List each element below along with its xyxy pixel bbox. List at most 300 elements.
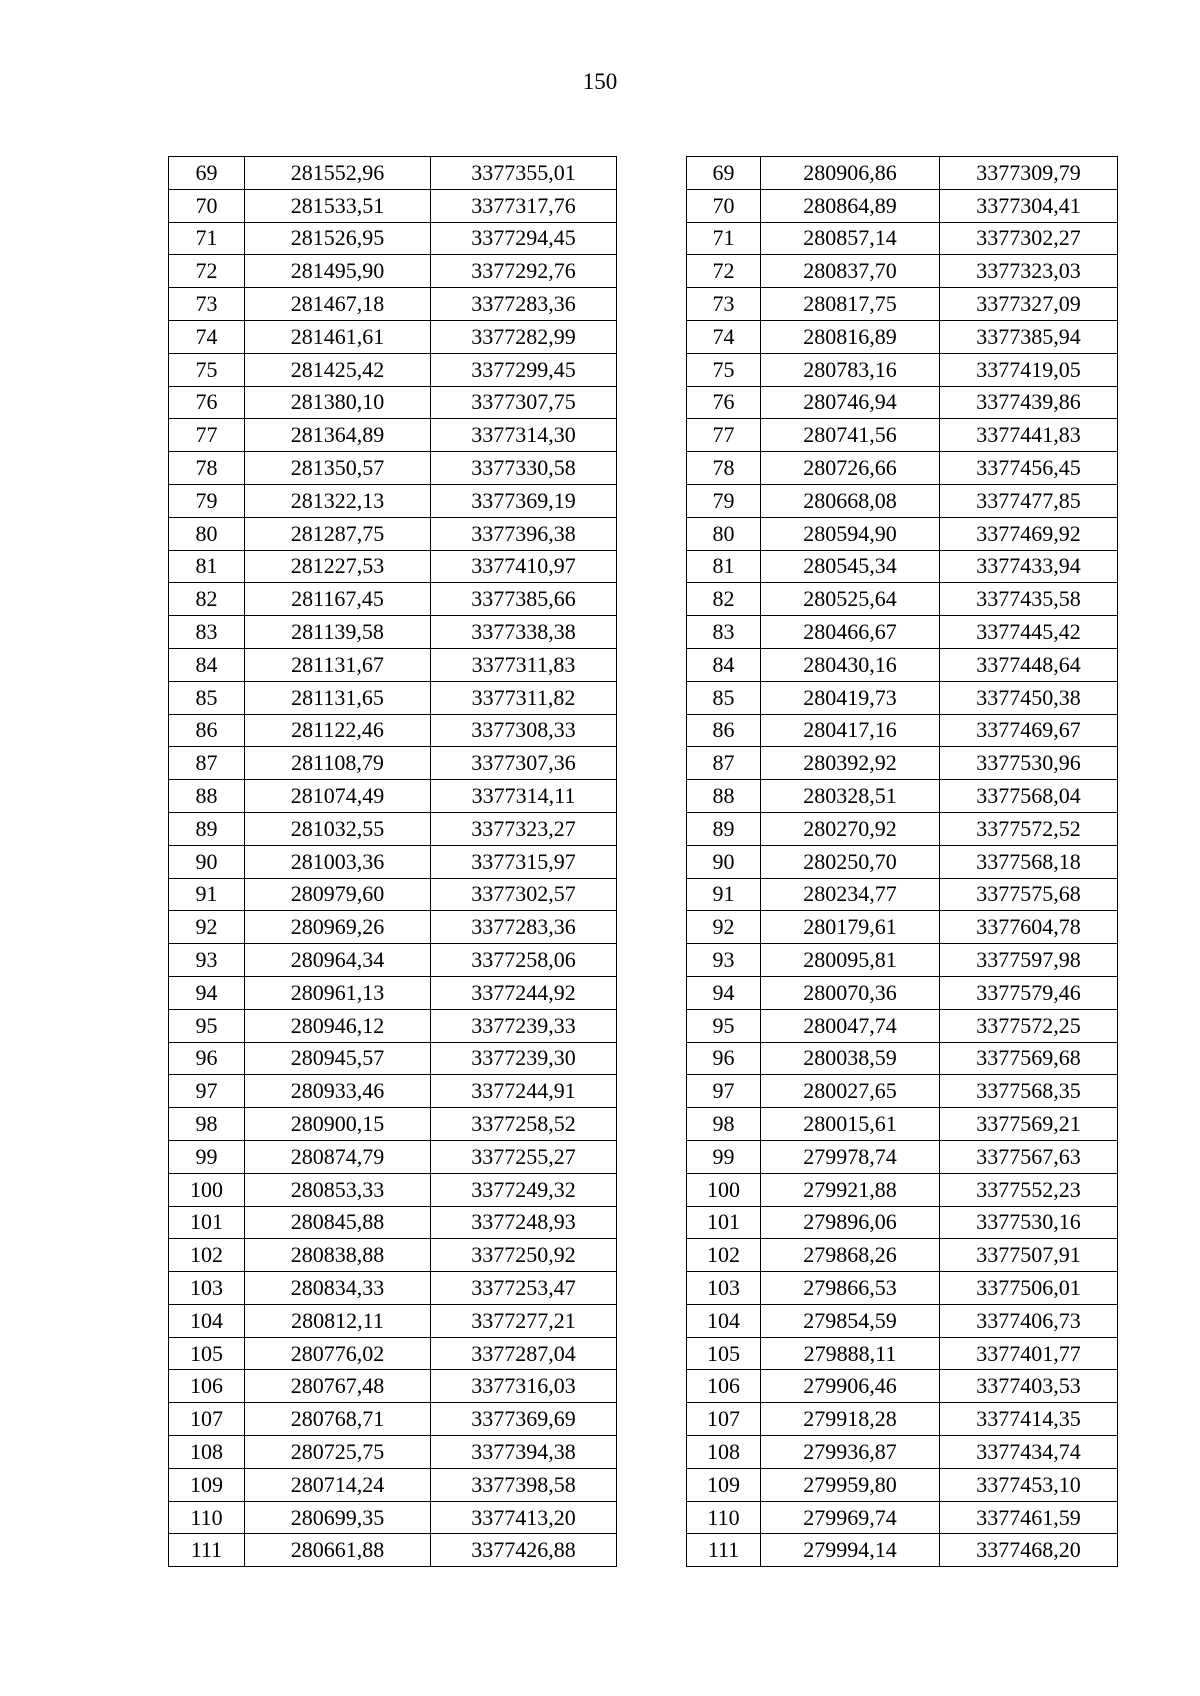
table-row <box>169 1239 617 1272</box>
y-coordinate-cell: 3377597,98 <box>940 944 1118 977</box>
x-coordinate-cell: 280661,88 <box>245 1534 431 1567</box>
table-row <box>169 812 617 845</box>
x-coordinate-cell: 279921,88 <box>761 1173 940 1206</box>
y-coordinate-cell: 3377456,45 <box>940 452 1118 485</box>
table-row <box>169 320 617 353</box>
point-number-cell: 87 <box>169 747 245 780</box>
point-number-cell: 82 <box>687 583 761 616</box>
point-number-cell: 92 <box>687 911 761 944</box>
x-coordinate-cell: 280874,79 <box>245 1140 431 1173</box>
x-coordinate-cell: 280417,16 <box>761 714 940 747</box>
x-coordinate-cell: 281322,13 <box>245 484 431 517</box>
point-number-cell: 100 <box>169 1173 245 1206</box>
x-coordinate-cell: 280419,73 <box>761 681 940 714</box>
x-coordinate-cell: 280900,15 <box>245 1108 431 1141</box>
x-coordinate-cell: 280047,74 <box>761 1009 940 1042</box>
y-coordinate-cell: 3377311,83 <box>431 648 617 681</box>
table-row <box>169 583 617 616</box>
point-number-cell: 111 <box>169 1534 245 1567</box>
table-row <box>169 1468 617 1501</box>
x-coordinate-cell: 280746,94 <box>761 386 940 419</box>
x-coordinate-cell: 280964,34 <box>245 944 431 977</box>
point-number-cell: 105 <box>169 1337 245 1370</box>
table-row <box>687 320 1118 353</box>
y-coordinate-cell: 3377445,42 <box>940 616 1118 649</box>
x-coordinate-cell: 280838,88 <box>245 1239 431 1272</box>
x-coordinate-cell: 281350,57 <box>245 452 431 485</box>
x-coordinate-cell: 280095,81 <box>761 944 940 977</box>
x-coordinate-cell: 279868,26 <box>761 1239 940 1272</box>
table-row <box>687 222 1118 255</box>
point-number-cell: 86 <box>169 714 245 747</box>
table-body <box>169 157 617 1567</box>
y-coordinate-cell: 3377469,92 <box>940 517 1118 550</box>
table-row <box>687 1337 1118 1370</box>
point-number-cell: 80 <box>687 517 761 550</box>
point-number-cell: 70 <box>169 189 245 222</box>
y-coordinate-cell: 3377308,33 <box>431 714 617 747</box>
y-coordinate-cell: 3377569,21 <box>940 1108 1118 1141</box>
y-coordinate-cell: 3377307,75 <box>431 386 617 419</box>
point-number-cell: 110 <box>169 1501 245 1534</box>
point-number-cell: 104 <box>687 1304 761 1337</box>
coordinates-table-right <box>686 156 1118 1567</box>
point-number-cell: 108 <box>687 1436 761 1469</box>
point-number-cell: 83 <box>687 616 761 649</box>
x-coordinate-cell: 280783,16 <box>761 353 940 386</box>
y-coordinate-cell: 3377330,58 <box>431 452 617 485</box>
point-number-cell: 71 <box>687 222 761 255</box>
y-coordinate-cell: 3377283,36 <box>431 911 617 944</box>
point-number-cell: 72 <box>687 255 761 288</box>
y-coordinate-cell: 3377385,94 <box>940 320 1118 353</box>
table-row <box>687 1436 1118 1469</box>
y-coordinate-cell: 3377369,19 <box>431 484 617 517</box>
y-coordinate-cell: 3377258,06 <box>431 944 617 977</box>
table-row <box>169 189 617 222</box>
table-row <box>687 1108 1118 1141</box>
y-coordinate-cell: 3377282,99 <box>431 320 617 353</box>
y-coordinate-cell: 3377468,20 <box>940 1534 1118 1567</box>
table-row <box>687 484 1118 517</box>
x-coordinate-cell: 280270,92 <box>761 812 940 845</box>
table-row <box>169 222 617 255</box>
x-coordinate-cell: 280834,33 <box>245 1272 431 1305</box>
table-row <box>687 1403 1118 1436</box>
x-coordinate-cell: 280857,14 <box>761 222 940 255</box>
point-number-cell: 92 <box>169 911 245 944</box>
y-coordinate-cell: 3377507,91 <box>940 1239 1118 1272</box>
table-row <box>687 616 1118 649</box>
point-number-cell: 84 <box>169 648 245 681</box>
x-coordinate-cell: 280961,13 <box>245 976 431 1009</box>
point-number-cell: 99 <box>169 1140 245 1173</box>
y-coordinate-cell: 3377398,58 <box>431 1468 617 1501</box>
point-number-cell: 91 <box>687 878 761 911</box>
x-coordinate-cell: 280668,08 <box>761 484 940 517</box>
y-coordinate-cell: 3377439,86 <box>940 386 1118 419</box>
table-row <box>169 944 617 977</box>
table-row <box>687 255 1118 288</box>
y-coordinate-cell: 3377575,68 <box>940 878 1118 911</box>
x-coordinate-cell: 280853,33 <box>245 1173 431 1206</box>
table-row <box>169 386 617 419</box>
x-coordinate-cell: 281425,42 <box>245 353 431 386</box>
x-coordinate-cell: 279959,80 <box>761 1468 940 1501</box>
point-number-cell: 104 <box>169 1304 245 1337</box>
point-number-cell: 107 <box>169 1403 245 1436</box>
y-coordinate-cell: 3377277,21 <box>431 1304 617 1337</box>
table-row <box>169 1534 617 1567</box>
x-coordinate-cell: 280392,92 <box>761 747 940 780</box>
y-coordinate-cell: 3377394,38 <box>431 1436 617 1469</box>
point-number-cell: 106 <box>687 1370 761 1403</box>
table-row <box>169 419 617 452</box>
table-row <box>687 1173 1118 1206</box>
y-coordinate-cell: 3377572,52 <box>940 812 1118 845</box>
y-coordinate-cell: 3377253,47 <box>431 1272 617 1305</box>
table-row <box>687 1272 1118 1305</box>
table-row <box>169 845 617 878</box>
point-number-cell: 89 <box>169 812 245 845</box>
x-coordinate-cell: 279969,74 <box>761 1501 940 1534</box>
x-coordinate-cell: 279906,46 <box>761 1370 940 1403</box>
point-number-cell: 74 <box>687 320 761 353</box>
point-number-cell: 94 <box>169 976 245 1009</box>
y-coordinate-cell: 3377441,83 <box>940 419 1118 452</box>
x-coordinate-cell: 279994,14 <box>761 1534 940 1567</box>
table-row <box>169 1108 617 1141</box>
x-coordinate-cell: 281552,96 <box>245 157 431 190</box>
x-coordinate-cell: 281131,65 <box>245 681 431 714</box>
table-row <box>687 812 1118 845</box>
point-number-cell: 69 <box>169 157 245 190</box>
y-coordinate-cell: 3377569,68 <box>940 1042 1118 1075</box>
point-number-cell: 78 <box>687 452 761 485</box>
x-coordinate-cell: 280906,86 <box>761 157 940 190</box>
x-coordinate-cell: 281533,51 <box>245 189 431 222</box>
table-row <box>687 550 1118 583</box>
table-row <box>169 517 617 550</box>
table-row <box>687 648 1118 681</box>
x-coordinate-cell: 280726,66 <box>761 452 940 485</box>
x-coordinate-cell: 280768,71 <box>245 1403 431 1436</box>
table-row <box>687 1009 1118 1042</box>
x-coordinate-cell: 280594,90 <box>761 517 940 550</box>
y-coordinate-cell: 3377315,97 <box>431 845 617 878</box>
point-number-cell: 85 <box>169 681 245 714</box>
table-row <box>169 1009 617 1042</box>
x-coordinate-cell: 281139,58 <box>245 616 431 649</box>
table-body <box>687 157 1118 1567</box>
x-coordinate-cell: 280767,48 <box>245 1370 431 1403</box>
point-number-cell: 110 <box>687 1501 761 1534</box>
y-coordinate-cell: 3377413,20 <box>431 1501 617 1534</box>
y-coordinate-cell: 3377323,27 <box>431 812 617 845</box>
x-coordinate-cell: 279896,06 <box>761 1206 940 1239</box>
y-coordinate-cell: 3377314,30 <box>431 419 617 452</box>
table-row <box>687 1534 1118 1567</box>
point-number-cell: 103 <box>687 1272 761 1305</box>
point-number-cell: 84 <box>687 648 761 681</box>
table-row <box>169 157 617 190</box>
table-row <box>687 386 1118 419</box>
point-number-cell: 72 <box>169 255 245 288</box>
point-number-cell: 99 <box>687 1140 761 1173</box>
table-row <box>169 1206 617 1239</box>
table-row <box>687 517 1118 550</box>
table-row <box>169 255 617 288</box>
table-row <box>169 1173 617 1206</box>
table-row <box>687 353 1118 386</box>
table-row <box>687 911 1118 944</box>
y-coordinate-cell: 3377604,78 <box>940 911 1118 944</box>
y-coordinate-cell: 3377317,76 <box>431 189 617 222</box>
table-row <box>687 845 1118 878</box>
x-coordinate-cell: 280864,89 <box>761 189 940 222</box>
y-coordinate-cell: 3377250,92 <box>431 1239 617 1272</box>
point-number-cell: 103 <box>169 1272 245 1305</box>
page-number: 150 <box>582 69 618 94</box>
x-coordinate-cell: 281003,36 <box>245 845 431 878</box>
table-row <box>687 1042 1118 1075</box>
table-row <box>169 1370 617 1403</box>
table-row <box>687 1468 1118 1501</box>
table-row <box>169 1337 617 1370</box>
point-number-cell: 101 <box>687 1206 761 1239</box>
x-coordinate-cell: 280027,65 <box>761 1075 940 1108</box>
x-coordinate-cell: 281108,79 <box>245 747 431 780</box>
point-number-cell: 88 <box>169 780 245 813</box>
y-coordinate-cell: 3377283,36 <box>431 288 617 321</box>
x-coordinate-cell: 281380,10 <box>245 386 431 419</box>
point-number-cell: 74 <box>169 320 245 353</box>
y-coordinate-cell: 3377244,91 <box>431 1075 617 1108</box>
y-coordinate-cell: 3377239,30 <box>431 1042 617 1075</box>
y-coordinate-cell: 3377302,27 <box>940 222 1118 255</box>
point-number-cell: 96 <box>169 1042 245 1075</box>
table-row <box>169 648 617 681</box>
point-number-cell: 106 <box>169 1370 245 1403</box>
point-number-cell: 95 <box>169 1009 245 1042</box>
point-number-cell: 105 <box>687 1337 761 1370</box>
y-coordinate-cell: 3377244,92 <box>431 976 617 1009</box>
y-coordinate-cell: 3377385,66 <box>431 583 617 616</box>
y-coordinate-cell: 3377434,74 <box>940 1436 1118 1469</box>
y-coordinate-cell: 3377299,45 <box>431 353 617 386</box>
y-coordinate-cell: 3377255,27 <box>431 1140 617 1173</box>
x-coordinate-cell: 280776,02 <box>245 1337 431 1370</box>
table-row <box>687 157 1118 190</box>
point-number-cell: 91 <box>169 878 245 911</box>
y-coordinate-cell: 3377239,33 <box>431 1009 617 1042</box>
point-number-cell: 77 <box>169 419 245 452</box>
x-coordinate-cell: 281032,55 <box>245 812 431 845</box>
y-coordinate-cell: 3377426,88 <box>431 1534 617 1567</box>
y-coordinate-cell: 3377568,35 <box>940 1075 1118 1108</box>
table-row <box>687 1075 1118 1108</box>
x-coordinate-cell: 279866,53 <box>761 1272 940 1305</box>
table-row <box>169 1272 617 1305</box>
x-coordinate-cell: 280466,67 <box>761 616 940 649</box>
y-coordinate-cell: 3377530,96 <box>940 747 1118 780</box>
table-row <box>169 1436 617 1469</box>
point-number-cell: 75 <box>687 353 761 386</box>
y-coordinate-cell: 3377450,38 <box>940 681 1118 714</box>
y-coordinate-cell: 3377530,16 <box>940 1206 1118 1239</box>
y-coordinate-cell: 3377294,45 <box>431 222 617 255</box>
point-number-cell: 76 <box>169 386 245 419</box>
point-number-cell: 102 <box>169 1239 245 1272</box>
x-coordinate-cell: 280725,75 <box>245 1436 431 1469</box>
y-coordinate-cell: 3377406,73 <box>940 1304 1118 1337</box>
point-number-cell: 76 <box>687 386 761 419</box>
x-coordinate-cell: 280812,11 <box>245 1304 431 1337</box>
x-coordinate-cell: 280015,61 <box>761 1108 940 1141</box>
table-row <box>169 911 617 944</box>
point-number-cell: 88 <box>687 780 761 813</box>
table-row <box>169 1075 617 1108</box>
y-coordinate-cell: 3377258,52 <box>431 1108 617 1141</box>
table-row <box>687 944 1118 977</box>
y-coordinate-cell: 3377414,35 <box>940 1403 1118 1436</box>
point-number-cell: 90 <box>687 845 761 878</box>
y-coordinate-cell: 3377410,97 <box>431 550 617 583</box>
x-coordinate-cell: 280817,75 <box>761 288 940 321</box>
point-number-cell: 75 <box>169 353 245 386</box>
y-coordinate-cell: 3377311,82 <box>431 681 617 714</box>
point-number-cell: 86 <box>687 714 761 747</box>
y-coordinate-cell: 3377572,25 <box>940 1009 1118 1042</box>
table-row <box>687 747 1118 780</box>
table-row <box>169 550 617 583</box>
x-coordinate-cell: 280328,51 <box>761 780 940 813</box>
point-number-cell: 98 <box>687 1108 761 1141</box>
x-coordinate-cell: 279936,87 <box>761 1436 940 1469</box>
point-number-cell: 109 <box>687 1468 761 1501</box>
x-coordinate-cell: 281526,95 <box>245 222 431 255</box>
y-coordinate-cell: 3377327,09 <box>940 288 1118 321</box>
table-row <box>687 1239 1118 1272</box>
y-coordinate-cell: 3377453,10 <box>940 1468 1118 1501</box>
point-number-cell: 81 <box>687 550 761 583</box>
point-number-cell: 107 <box>687 1403 761 1436</box>
y-coordinate-cell: 3377248,93 <box>431 1206 617 1239</box>
y-coordinate-cell: 3377355,01 <box>431 157 617 190</box>
point-number-cell: 70 <box>687 189 761 222</box>
x-coordinate-cell: 280946,12 <box>245 1009 431 1042</box>
point-number-cell: 102 <box>687 1239 761 1272</box>
y-coordinate-cell: 3377323,03 <box>940 255 1118 288</box>
table-row <box>169 484 617 517</box>
point-number-cell: 109 <box>169 1468 245 1501</box>
x-coordinate-cell: 280816,89 <box>761 320 940 353</box>
x-coordinate-cell: 281131,67 <box>245 648 431 681</box>
table-row <box>687 288 1118 321</box>
point-number-cell: 79 <box>687 484 761 517</box>
y-coordinate-cell: 3377338,38 <box>431 616 617 649</box>
y-coordinate-cell: 3377401,77 <box>940 1337 1118 1370</box>
x-coordinate-cell: 280933,46 <box>245 1075 431 1108</box>
point-number-cell: 93 <box>687 944 761 977</box>
x-coordinate-cell: 280837,70 <box>761 255 940 288</box>
y-coordinate-cell: 3377506,01 <box>940 1272 1118 1305</box>
point-number-cell: 87 <box>687 747 761 780</box>
table-row <box>169 976 617 1009</box>
point-number-cell: 69 <box>687 157 761 190</box>
table-row <box>169 616 617 649</box>
x-coordinate-cell: 280250,70 <box>761 845 940 878</box>
x-coordinate-cell: 280714,24 <box>245 1468 431 1501</box>
y-coordinate-cell: 3377568,04 <box>940 780 1118 813</box>
x-coordinate-cell: 279888,11 <box>761 1337 940 1370</box>
x-coordinate-cell: 280969,26 <box>245 911 431 944</box>
point-number-cell: 80 <box>169 517 245 550</box>
table-row <box>169 353 617 386</box>
y-coordinate-cell: 3377396,38 <box>431 517 617 550</box>
table-row <box>687 976 1118 1009</box>
y-coordinate-cell: 3377579,46 <box>940 976 1118 1009</box>
y-coordinate-cell: 3377316,03 <box>431 1370 617 1403</box>
point-number-cell: 77 <box>687 419 761 452</box>
y-coordinate-cell: 3377448,64 <box>940 648 1118 681</box>
coordinates-table-left <box>168 156 617 1567</box>
table-row <box>687 1501 1118 1534</box>
x-coordinate-cell: 281364,89 <box>245 419 431 452</box>
table-row <box>687 1206 1118 1239</box>
point-number-cell: 98 <box>169 1108 245 1141</box>
x-coordinate-cell: 280699,35 <box>245 1501 431 1534</box>
point-number-cell: 97 <box>169 1075 245 1108</box>
y-coordinate-cell: 3377403,53 <box>940 1370 1118 1403</box>
point-number-cell: 100 <box>687 1173 761 1206</box>
table-row <box>169 878 617 911</box>
y-coordinate-cell: 3377304,41 <box>940 189 1118 222</box>
y-coordinate-cell: 3377292,76 <box>431 255 617 288</box>
y-coordinate-cell: 3377249,32 <box>431 1173 617 1206</box>
y-coordinate-cell: 3377419,05 <box>940 353 1118 386</box>
x-coordinate-cell: 280525,64 <box>761 583 940 616</box>
table-row <box>687 189 1118 222</box>
table-row <box>687 583 1118 616</box>
y-coordinate-cell: 3377369,69 <box>431 1403 617 1436</box>
x-coordinate-cell: 281495,90 <box>245 255 431 288</box>
x-coordinate-cell: 279978,74 <box>761 1140 940 1173</box>
y-coordinate-cell: 3377433,94 <box>940 550 1118 583</box>
point-number-cell: 78 <box>169 452 245 485</box>
y-coordinate-cell: 3377552,23 <box>940 1173 1118 1206</box>
point-number-cell: 97 <box>687 1075 761 1108</box>
x-coordinate-cell: 280945,57 <box>245 1042 431 1075</box>
point-number-cell: 79 <box>169 484 245 517</box>
point-number-cell: 89 <box>687 812 761 845</box>
point-number-cell: 82 <box>169 583 245 616</box>
table-row <box>169 747 617 780</box>
x-coordinate-cell: 280038,59 <box>761 1042 940 1075</box>
y-coordinate-cell: 3377307,36 <box>431 747 617 780</box>
y-coordinate-cell: 3377435,58 <box>940 583 1118 616</box>
point-number-cell: 85 <box>687 681 761 714</box>
x-coordinate-cell: 280545,34 <box>761 550 940 583</box>
table-row <box>169 780 617 813</box>
x-coordinate-cell: 281122,46 <box>245 714 431 747</box>
y-coordinate-cell: 3377469,67 <box>940 714 1118 747</box>
table-row <box>169 288 617 321</box>
y-coordinate-cell: 3377568,18 <box>940 845 1118 878</box>
point-number-cell: 96 <box>687 1042 761 1075</box>
table-row <box>687 780 1118 813</box>
point-number-cell: 101 <box>169 1206 245 1239</box>
